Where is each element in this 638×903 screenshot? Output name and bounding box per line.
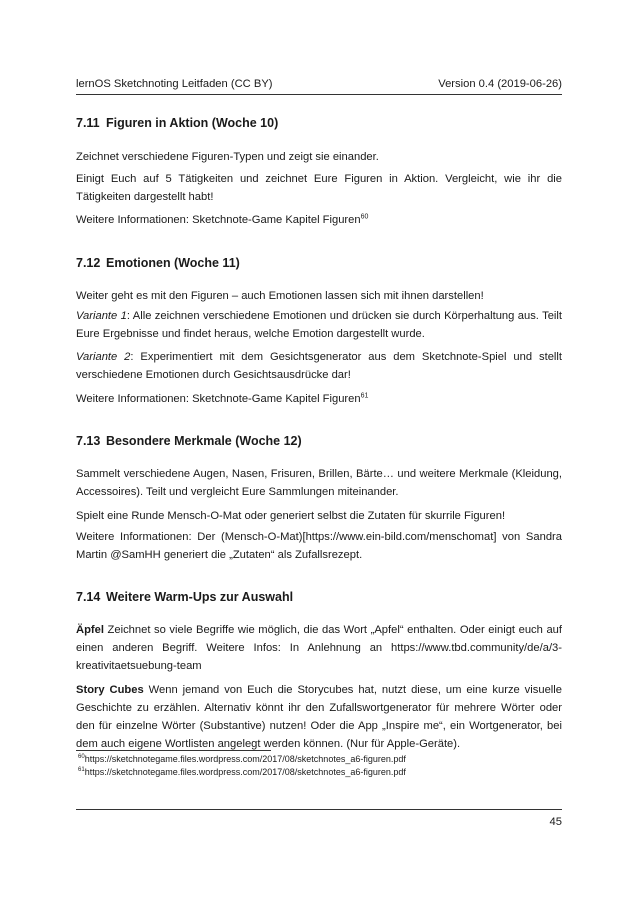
section-heading-7-13 [76, 434, 302, 448]
footnote-number: 61 [78, 767, 85, 773]
footer-rule [76, 809, 562, 810]
paragraph: Zeichnet verschiedene Figuren-Typen und zeigt sie einander. [76, 151, 379, 163]
paragraph-variante-2 [76, 348, 562, 384]
paragraph: Einigt Euch auf 5 Tätigkeiten und zeichnet Eure Figuren in Aktion. Vergleicht, wie ihr die Tätigkeiten dargestellt habt! [76, 173, 562, 203]
section-heading-7-11 [76, 116, 278, 130]
section-title: Figuren in Aktion (Woche 10) [106, 116, 279, 130]
paragraph-aepfel [76, 621, 562, 675]
more-info-text: Weitere Informationen: Sketchnote-Game Kapitel Figuren [76, 393, 361, 405]
section-title: Besondere Merkmale (Woche 12) [106, 434, 302, 448]
paragraph-story-cubes [76, 681, 562, 753]
footnote [78, 767, 406, 777]
item-label: Äpfel [76, 624, 104, 636]
section-number: 7.12 [76, 256, 101, 270]
more-info-text: Weitere Informationen: Sketchnote-Game Kapitel Figuren [76, 214, 361, 226]
item-text: Zeichnet so viele Begriffe wie möglich, die das Wort „Apfel“ enthalten. Oder einigt euch auf einen anderen Begriff. Weitere Infos: In Anlehnung an https://www.tbd.community/de/a/3-kreativitaetsuebung-team [76, 624, 562, 672]
section-number: 7.11 [76, 116, 100, 130]
paragraph: Weiter geht es mit den Figuren – auch Emotionen lassen sich mit ihnen darstellen! [76, 290, 484, 302]
page-number: 45 [549, 816, 562, 828]
section-heading-7-12 [76, 256, 240, 270]
variant-text: : Experimentiert mit dem Gesichtsgenerator aus dem Sketchnote-Spiel und stellt verschiedene Emotionen durch Gesichtsausdrücke dar! [76, 351, 562, 381]
footnote-number: 60 [78, 754, 85, 760]
section-title: Weitere Warm-Ups zur Auswahl [106, 590, 294, 604]
section-number: 7.14 [76, 590, 101, 604]
header-title: lernOS Sketchnoting Leitfaden (CC BY) [76, 78, 273, 90]
footnote-link[interactable]: https://sketchnotegame.files.wordpress.com/2017/08/sketchnotes_a6-figuren.pdf [84, 754, 406, 764]
variant-label: Variante 2 [76, 351, 131, 363]
footnote-ref[interactable]: 60 [360, 213, 369, 221]
item-text: Wenn jemand von Euch die Storycubes hat, nutzt diese, um eine kurze visuelle Geschichte zu erzählen. Alternativ könnt ihr den Zufallswortgenerator für mehrere Wörter oder den für einzelne Wörter (Substantive) nutzen! Oder die App „Inspire me“, ein Wortgenerator, bei dem auch eigene Wortlisten angelegt werden können. (Nur für Apple-Geräte). [76, 684, 562, 750]
running-header [76, 78, 562, 90]
more-info-line [76, 211, 562, 229]
footnote [78, 754, 406, 764]
header-rule [76, 94, 562, 95]
variant-label: Variante 1 [76, 310, 127, 322]
section-number: 7.13 [76, 434, 101, 448]
paragraph: Spielt eine Runde Mensch-O-Mat oder generiert selbst die Zutaten für skurrile Figuren! [76, 510, 506, 522]
more-info-line [76, 390, 562, 408]
footnote-ref[interactable]: 61 [360, 392, 369, 400]
footnote-rule [76, 750, 271, 751]
paragraph-variante-1 [76, 307, 562, 343]
section-heading-7-14 [76, 590, 293, 604]
header-version: Version 0.4 (2019-06-26) [438, 78, 562, 90]
footnote-link[interactable]: https://sketchnotegame.files.wordpress.com/2017/08/sketchnotes_a6-figuren.pdf [84, 767, 406, 777]
paragraph: Weitere Informationen: Der (Mensch-O-Mat)[https://www.ein-bild.com/menschomat] von Sandra Martin @SamHH generiert die „Zutaten“ als Zufallsrezept. [76, 531, 562, 561]
item-label: Story Cubes [76, 684, 144, 696]
paragraph: Sammelt verschiedene Augen, Nasen, Frisuren, Brillen, Bärte… und weitere Merkmale (Kleidung, Accessoires). Teilt und vergleicht Eure Sammlungen miteinander. [76, 468, 562, 498]
variant-text: : Alle zeichnen verschiedene Emotionen und drücken sie durch Körperhaltung aus. Teilt Eure Ergebnisse und findet heraus, welche Emotion dargestellt wurde. [76, 310, 562, 340]
section-title: Emotionen (Woche 11) [106, 256, 240, 270]
